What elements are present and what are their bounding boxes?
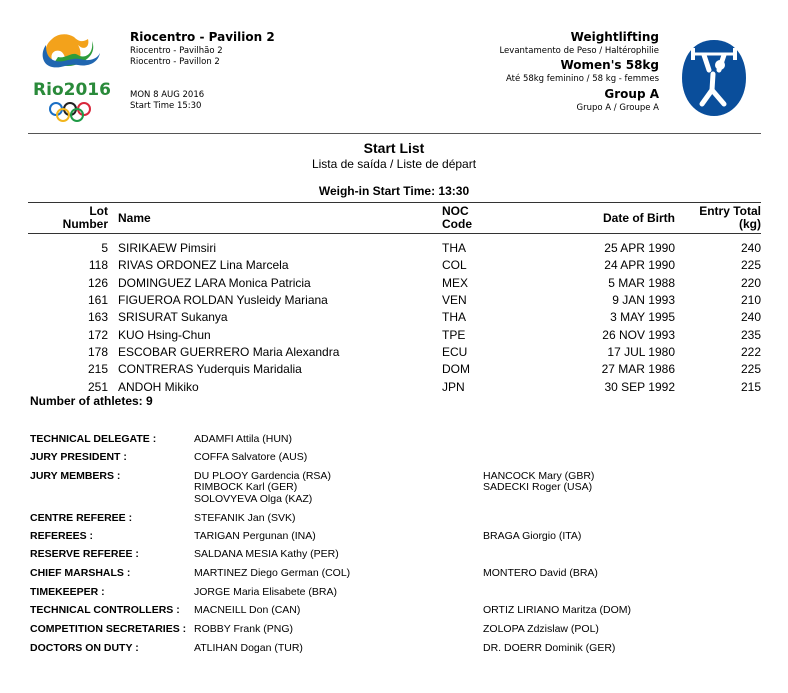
col-name: Name [118, 203, 442, 234]
referee: BRAGA Giorgio (ITA) [483, 530, 582, 542]
table-row: 126 DOMINGUEZ LARA Monica Patricia MEX 5 MAR 1988 220 [87, 275, 761, 290]
jury-president: COFFA Salvatore (AUS) [194, 451, 308, 463]
table-row: 161 FIGUEROA ROLDAN Yusleidy Mariana VEN 9 JAN 1993 210 [87, 293, 761, 308]
table-row: 5 SIRIKAEW Pimsiri THA 25 APR 1990 240 [101, 241, 761, 256]
competition-secretary: ZOLOPA Zdzislaw (POL) [483, 623, 599, 635]
col-lot-number: Lot Number [28, 203, 118, 234]
table-row: 178 ESCOBAR GUERRERO Maria Alexandra ECU 17 JUL 1980 222 [87, 344, 761, 359]
table-row: 215 CONTRERAS Yuderquis Maridalia DOM 27 MAR 1986 225 [87, 362, 761, 377]
rio2016-logo [33, 33, 111, 123]
col-date-of-birth: Date of Birth [504, 203, 675, 234]
label-jury-members: JURY MEMBERS : [30, 470, 121, 482]
weightlifting-icon [680, 38, 748, 118]
start-list-table [28, 202, 761, 396]
venue-fr: Riocentro - Pavillon 2 [130, 57, 220, 67]
technical-delegate: ADAMFI Attila (HUN) [194, 433, 293, 445]
jury-member: SOLOVYEVA Olga (KAZ) [194, 493, 313, 505]
competition-secretary: ROBBY Frank (PNG) [194, 623, 293, 635]
label-competition-secretaries: COMPETITION SECRETARIES : [30, 623, 187, 635]
sport-alt: Levantamento de Peso / Haltérophilie [499, 46, 659, 56]
timekeeper: JORGE Maria Elisabete (BRA) [194, 586, 337, 598]
venue-pt: Riocentro - Pavilhão 2 [130, 46, 223, 56]
technical-controller: ORTIZ LIRIANO Maritza (DOM) [483, 604, 631, 616]
page-subtitle: Lista de saída / Liste de départ [311, 157, 477, 171]
logo-wordmark: Rio2016 [33, 80, 111, 100]
jury-member: SADECKI Roger (USA) [483, 481, 593, 493]
label-technical-delegate: TECHNICAL DELEGATE : [30, 433, 157, 445]
event-title: Women's 58kg [560, 58, 659, 72]
jury-member: HANCOCK Mary (GBR) [483, 470, 595, 482]
athlete-count: Number of athletes: 9 [30, 394, 153, 408]
label-centre-referee: CENTRE REFEREE : [30, 512, 133, 524]
doctor-on-duty: ATLIHAN Dogan (TUR) [194, 642, 303, 654]
label-technical-controllers: TECHNICAL CONTROLLERS : [30, 604, 180, 616]
event-date: MON 8 AUG 2016 [130, 90, 205, 100]
group-title: Group A [604, 87, 659, 101]
label-timekeeper: TIMEKEEPER : [30, 586, 105, 598]
chief-marshal: MONTERO David (BRA) [483, 567, 598, 579]
jury-member: RIMBOCK Karl (GER) [194, 481, 298, 493]
event-alt: Até 58kg feminino / 58 kg - femmes [506, 74, 659, 84]
technical-controller: MACNEILL Don (CAN) [194, 604, 301, 616]
label-jury-president: JURY PRESIDENT : [30, 451, 127, 463]
group-alt: Grupo A / Groupe A [576, 103, 659, 113]
weigh-in-time: Weigh-in Start Time: 13:30 [318, 184, 470, 198]
table-row: 172 KUO Hsing-Chun TPE 26 NOV 1993 235 [87, 327, 761, 342]
page-title: Start List [363, 140, 425, 156]
jury-member: DU PLOOY Gardencia (RSA) [194, 470, 331, 482]
header-rule [28, 133, 761, 134]
table-row: 163 SRISURAT Sukanya THA 3 MAY 1995 240 [87, 310, 761, 325]
sport-title: Weightlifting [570, 30, 659, 44]
label-chief-marshals: CHIEF MARSHALS : [30, 567, 131, 579]
table-row: 251 ANDOH Mikiko JPN 30 SEP 1992 215 [87, 379, 761, 394]
label-reserve-referee: RESERVE REFEREE : [30, 548, 139, 560]
reserve-referee: SALDANA MESIA Kathy (PER) [194, 548, 339, 560]
referee: TARIGAN Pergunan (INA) [194, 530, 316, 542]
label-doctors-on-duty: DOCTORS ON DUTY : [30, 642, 139, 654]
col-entry-total: Entry Total (kg) [675, 203, 761, 234]
label-referees: REFEREES : [30, 530, 94, 542]
start-time: Start Time 15:30 [130, 101, 202, 111]
col-noc-code: NOC Code [442, 203, 504, 234]
centre-referee: STEFANIK Jan (SVK) [194, 512, 296, 524]
table-header-row [28, 203, 761, 234]
table-row: 118 RIVAS ORDONEZ Lina Marcela COL 24 APR 1990 225 [88, 258, 761, 273]
chief-marshal: MARTINEZ Diego German (COL) [194, 567, 351, 579]
doctor-on-duty: DR. DOERR Dominik (GER) [483, 642, 616, 654]
venue-title: Riocentro - Pavilion 2 [130, 30, 275, 44]
